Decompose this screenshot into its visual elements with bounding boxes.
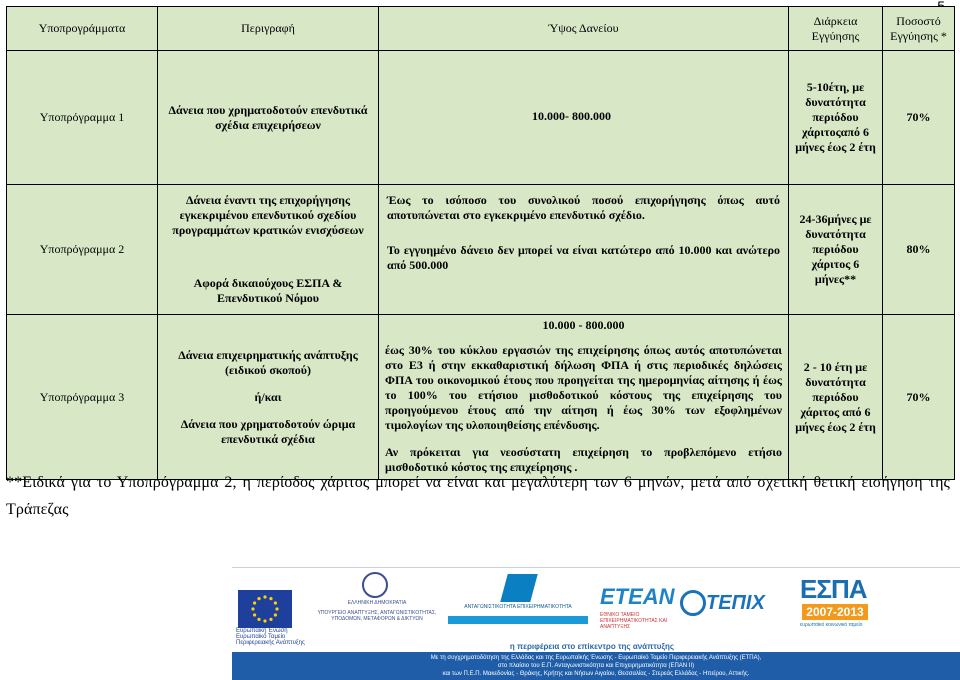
- table-row: [7, 185, 955, 315]
- logo-strip: [232, 568, 960, 646]
- tepix-word: ΤΕΠΙΧ: [706, 592, 765, 614]
- greek-ministry-logo: [312, 572, 442, 634]
- antagonistikotita-label: ΑΝΤΑΓΩΝΙΣΤΙΚΟΤΗΤΑ ΕΠΙΧΕΙΡΗΜΑΤΙΚΟΤΗΤΑ: [464, 604, 572, 610]
- row-percentage: 80%: [883, 185, 955, 315]
- header-description: Περιγραφή: [158, 7, 379, 51]
- row-loan-cell: [379, 185, 789, 315]
- etean-sub: ΕΘΝΙΚΟ ΤΑΜΕΙΟ ΕΠΙΧΕΙΡΗΜΑΤΙΚΟΤΗΤΑΣ ΚΑΙ ΑΝΑΠΤΥΞΗΣ: [600, 612, 668, 630]
- table-row: [7, 51, 955, 185]
- espa-logo: [800, 574, 870, 634]
- row-duration: 5-10έτη, με δυνατότητα περιόδου χάριτοςαπό 6 μήνες έως 2 έτη: [789, 51, 883, 185]
- row-percentage: 70%: [883, 315, 955, 480]
- ministry-label: ΥΠΟΥΡΓΕΙΟ ΑΝΑΠΤΥΞΗΣ, ΑΝΤΑΓΩΝΙΣΤΙΚΟΤΗΤΑΣ, ΥΠΟΔΟΜΩΝ, ΜΕΤΑΦΟΡΩΝ & ΔΙΚΤΥΩΝ: [317, 610, 437, 622]
- cofunding-line: Με τη συγχρηματοδότηση της Ελλάδας και της Ευρωπαϊκής Ένωσης - Ευρωπαϊκό Ταμείο Περιφερειακής Ανάπτυξης (ΕΤΠΑ),: [430, 655, 762, 661]
- cofunding-line: στο πλαίσιο του Ε.Π. Ανταγωνιστικότητα και Επιχειρηματικότητα (ΕΠΑΝ ΙΙ): [497, 663, 695, 669]
- row-description-line: Δάνεια έναντι της επιχορήγησης εγκεκριμένου επενδυτικού σχεδίου προγραμμάτων κρατικών ενισχύσεων: [172, 193, 364, 237]
- row-duration: 2 - 10 έτη με δυνατότητα περιόδου χάριτος από 6 μήνες έως 2 έτη: [789, 315, 883, 480]
- banner-slogan: η περιφέρεια στο επίκεντρο της ανάπτυξης: [509, 642, 675, 651]
- footnote: **Ειδικά για το Υποπρόγραμμα 2, η περίοδος χάριτος μπορεί να είναι και μεγαλύτερη των 6 μηνών, μετά από σχετική θετική εισήγηση της Τράπεζας: [6, 474, 950, 518]
- greece-label: ΕΛΛΗΝΙΚΗ ΔΗΜΟΚΡΑΤΙΑ: [347, 600, 407, 606]
- row-description: Δάνεια που χρηματοδοτούν επενδυτικά σχέδια επιχειρήσεων: [158, 51, 379, 185]
- row-loan-amount: 10.000 - 800.000: [542, 318, 625, 332]
- antagonistikotita-logo: [448, 574, 588, 624]
- tepix-circle-icon: [680, 590, 706, 616]
- funding-banner: [232, 567, 960, 680]
- eu-flag-icon: [238, 590, 292, 628]
- row-loan-text: Έως το ισόποσο του συνολικού ποσού επιχορήγησης όπως αυτό αποτυπώνεται στο εγκεκριμένο επενδυτικό σχέδιο.: [387, 193, 780, 222]
- header-subprograms: Υποπρογράμματα: [7, 7, 158, 51]
- row-program-name: Υποπρόγραμμα 3: [7, 315, 158, 480]
- row-description-line: Δάνεια που χρηματοδοτούν ώριμα επενδυτικά σχέδια: [180, 416, 356, 446]
- row-loan-cell: [379, 51, 789, 185]
- greek-emblem-icon: [362, 572, 388, 598]
- row-loan-amount: 10.000- 800.000: [532, 109, 611, 123]
- antagonistikotita-mark-icon: [500, 574, 538, 602]
- espa-sub: ευρωπαϊκό κοινωνικό ταμείο: [800, 622, 863, 628]
- cofunding-line: και των Π.Ε.Π. Μακεδονίας - Θράκης, Κρήτης και Νήσων Αιγαίου, Θεσσαλίας - Στερεάς Ελλάδας - Ηπείρου, Αττικής.: [442, 671, 750, 677]
- row-loan-text: έως 30% του κύκλου εργασιών της επιχείρησης όπως αυτός αποτυπώνεται στο Ε3 ή στην εκκαθαριστική δήλωση ΦΠΑ ή στις περιοδικές δηλώσεις ΦΠΑ του οικονομικού έτους που προηγείται της ημερομηνίας αίτησης ή έως το 100% του ετήσιου μισθοδοτικού κόστους της επιχείρησης του προηγούμενου έτους από την αίτηση ή έως 30% των εξοφλημένων τιμολογίων της υλοποιηθείσης επένδυσης.: [385, 343, 782, 432]
- row-description-line: Δάνεια επιχειρηματικής ανάπτυξης (ειδικού σκοπού): [178, 347, 358, 377]
- header-guarantee-percentage: Ποσοστό Εγγύησης *: [883, 7, 955, 51]
- row-program-name: Υποπρόγραμμα 2: [7, 185, 158, 315]
- row-program-name: Υποπρόγραμμα 1: [7, 51, 158, 185]
- row-description: [158, 185, 379, 315]
- row-loan-text: Το εγγυημένο δάνειο δεν μπορεί να είναι κατώτερο από 10.000 και ανώτερο από 500.000: [387, 243, 780, 272]
- etean-logo: [600, 578, 675, 632]
- tepix-logo: [680, 586, 790, 626]
- row-loan-text: Αν πρόκειται για νεοσύστατη επιχείρηση το προβλεπόμενο ετήσιο μισθοδοτικό κόστος της επιχείρησης .: [385, 445, 782, 474]
- etean-word: ΕΤΕΑΝ: [600, 584, 675, 609]
- row-description-line: ή/και: [254, 389, 282, 404]
- row-loan-cell: [379, 315, 789, 480]
- row-description-line: Αφορά δικαιούχους ΕΣΠΑ & Επενδυτικού Νόμου: [193, 276, 343, 305]
- subprogram-table: [6, 6, 955, 480]
- header-loan-amount: Ύψος Δανείου: [379, 7, 789, 51]
- cofunding-ribbon: [232, 652, 960, 680]
- antagonistikotita-bar: [448, 616, 588, 624]
- row-duration: 24-36μήνες με δυνατότητα περιόδου χάριτος 6 μήνες**: [789, 185, 883, 315]
- espa-years: 2007-2013: [802, 604, 868, 620]
- table-row: [7, 315, 955, 480]
- row-percentage: 70%: [883, 51, 955, 185]
- table-header-row: [7, 7, 955, 51]
- row-description: [158, 315, 379, 480]
- eu-label: Ευρωπαϊκή Ένωση Ευρωπαϊκό Ταμείο Περιφερειακής Ανάπτυξης: [236, 628, 305, 646]
- header-guarantee-duration: Διάρκεια Εγγύησης: [789, 7, 883, 51]
- espa-word: ΕΣΠΑ: [800, 574, 867, 604]
